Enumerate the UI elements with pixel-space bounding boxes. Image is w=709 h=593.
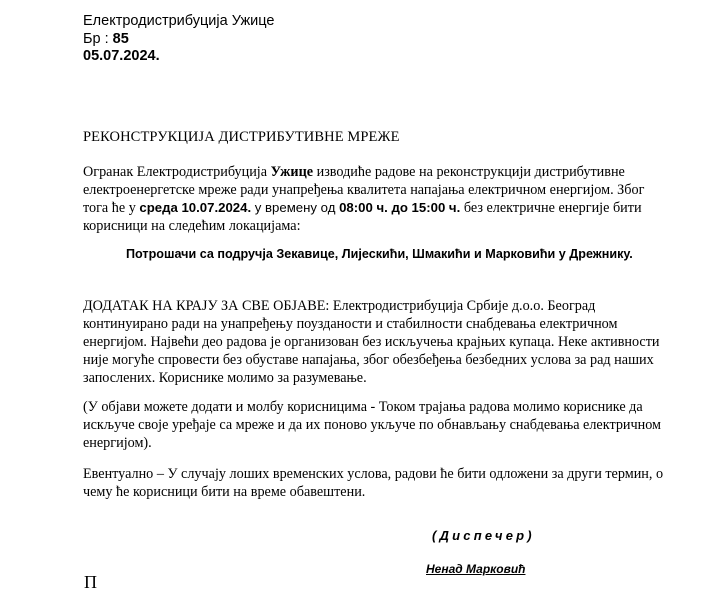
intro-text: у времену од — [251, 200, 340, 215]
page-title: РЕКОНСТРУКЦИЈА ДИСТРИБУТИВНЕ МРЕЖЕ — [83, 129, 400, 145]
intro-city: Ужице — [270, 164, 314, 180]
note-line: енергијом). — [83, 435, 152, 451]
intro-paragraph — [83, 163, 683, 235]
addendum-line: енергијом. Највећи део радова је организован без искључења крајњих купаца. Неке активности — [83, 334, 660, 350]
signature-role: (Диспечер) — [432, 528, 535, 543]
addendum-line: континуирано ради на унапређењу поузданости и стабилности снабдевања електричном — [83, 316, 618, 332]
addendum-line: запослених. Кориснике молимо за разумевање. — [83, 370, 367, 386]
number-label: Бр : — [83, 31, 113, 47]
intro-line — [83, 199, 683, 217]
intro-text: без електричне енергије бити — [460, 200, 642, 216]
addendum-paragraph — [83, 297, 683, 387]
cut-off-text: П — [84, 572, 97, 592]
addendum-line: ДОДАТАК НА КРАЈУ ЗА СВЕ ОБЈАВЕ: Електродистрибуција Србије д.о.о. Београд — [83, 298, 596, 314]
note-line: (У објави можете додати и молбу корисницима - Током трајања радова молимо кориснике да — [83, 399, 643, 415]
addendum-line: није могуће спровести без обуставе напајања, због обезбеђења безбедних услова за рад наших — [83, 352, 654, 368]
intro-text: Огранак Електродистрибуција — [83, 164, 271, 180]
work-date: среда 10.07.2024. — [139, 200, 252, 215]
intro-text: тога ће у — [83, 200, 140, 216]
eventual-line: чему ће корисници бити на време обавештени. — [83, 484, 366, 500]
intro-text: изводиће радове на реконструкцији дистрибутивне — [313, 164, 625, 180]
note-line: искључе своје уређаје са мреже и да их поново укључе по обнављању снабдевања електричном — [83, 417, 662, 433]
intro-line: корисници на следећим локацијама: — [83, 218, 301, 234]
eventual-paragraph — [83, 465, 683, 501]
note-paragraph — [83, 398, 683, 452]
intro-line — [83, 163, 683, 181]
work-time: 08:00 ч. до 15:00 ч. — [339, 200, 461, 215]
document-date: 05.07.2024. — [83, 48, 160, 64]
intro-line: електроенергетске мреже ради унапређења квалитета напајања електричном енергијом. Због — [83, 182, 645, 198]
company-name: Електродистрибуција Ужице — [83, 13, 275, 29]
affected-locations: Потрошачи са подручја Зекавице, Лијескићи, Шмакићи и Марковићи у Дрежнику. — [126, 247, 633, 261]
signature-name: Ненад Марковић — [426, 562, 526, 576]
document-number — [83, 31, 129, 47]
number-value: 85 — [112, 31, 129, 47]
eventual-line: Евентуално – У случају лоших временских услова, радови ће бити одложени за други термин, о — [83, 466, 664, 482]
